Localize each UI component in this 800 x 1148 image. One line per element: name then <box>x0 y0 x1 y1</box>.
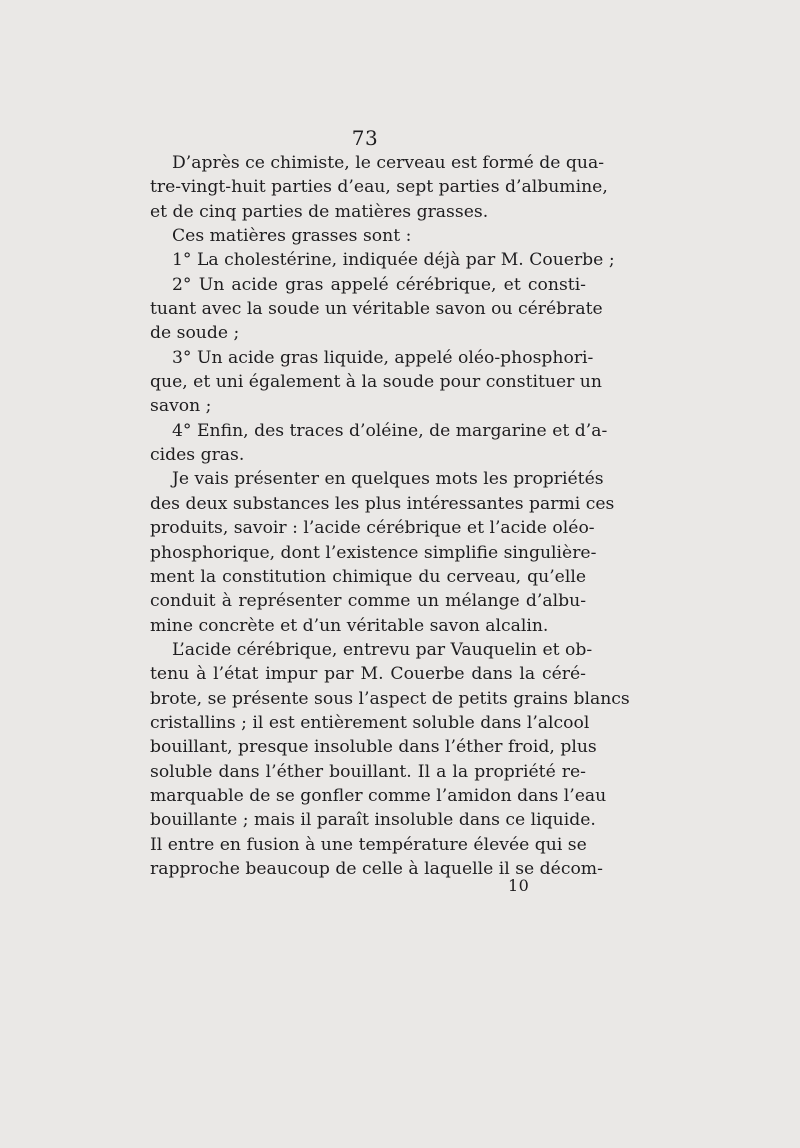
text-line: des deux substances les plus intéressantes parmi ces <box>150 493 615 514</box>
text-line: 2° Un acide gras appelé cérébrique, et consti- <box>172 274 586 295</box>
text-line: marquable de se gonfler comme l’amidon dans l’eau <box>150 785 607 806</box>
text-line: phosphorique, dont l’existence simplifie singulière- <box>150 542 597 563</box>
text-line: 1° La cholestérine, indiquée déjà par M. Couerbe ; <box>172 250 615 271</box>
text-line: mine concrète et d’un véritable savon alcalin. <box>150 615 549 636</box>
text-line: Je vais présenter en quelques mots les propriétés <box>172 469 604 490</box>
text-line: tenu à l’état impur par M. Couerbe dans la céré- <box>150 664 586 685</box>
text-line: rapproche beaucoup de celle à laquelle il se décom- <box>150 858 603 879</box>
text-line: Ces matières grasses sont : <box>172 226 412 247</box>
text-line: bouillant, presque insoluble dans l’éther froid, plus <box>150 737 597 758</box>
text-line: Il entre en fusion à une température élevée qui se <box>150 834 587 855</box>
text-line: L’acide cérébrique, entrevu par Vauquelin et ob- <box>172 639 593 660</box>
text-line: que, et uni également à la soude pour constituer un <box>150 372 602 393</box>
text-line: 4° Enfin, des traces d’oléine, de margarine et d’a- <box>172 420 608 441</box>
text-line: D’après ce chimiste, le cerveau est formé de qua- <box>172 153 605 173</box>
text-line: produits, savoir : l’acide cérébrique et l’acide oléo- <box>150 518 595 539</box>
text-line: cristallins ; il est entièrement soluble dans l’alcool <box>150 712 590 733</box>
text-line: ment la constitution chimique du cerveau, qu’elle <box>150 566 586 587</box>
text-line: soluble dans l’éther bouillant. Il a la propriété re- <box>150 761 586 782</box>
text-line: bouillante ; mais il paraît insoluble dans ce liquide. <box>150 810 596 831</box>
text-line: brote, se présente sous l’aspect de petits grains blancs <box>150 688 630 709</box>
text-line: tre-vingt-huit parties d’eau, sept parties d’albumine, <box>150 177 608 198</box>
text-line: de soude ; <box>150 323 240 344</box>
text-line: cides gras. <box>150 445 245 466</box>
text-line: et de cinq parties de matières grasses. <box>150 201 489 222</box>
page-number: 73 <box>351 126 379 150</box>
text-line: 3° Un acide gras liquide, appelé oléo-phosphori- <box>172 347 594 368</box>
text-line: conduit à représenter comme un mélange d’albu- <box>150 591 586 612</box>
text-line: tuant avec la soude un véritable savon ou cérébrate <box>150 299 603 320</box>
text-line: savon ; <box>150 396 212 417</box>
body-text <box>150 151 630 881</box>
signature-mark: 10 <box>508 876 530 895</box>
